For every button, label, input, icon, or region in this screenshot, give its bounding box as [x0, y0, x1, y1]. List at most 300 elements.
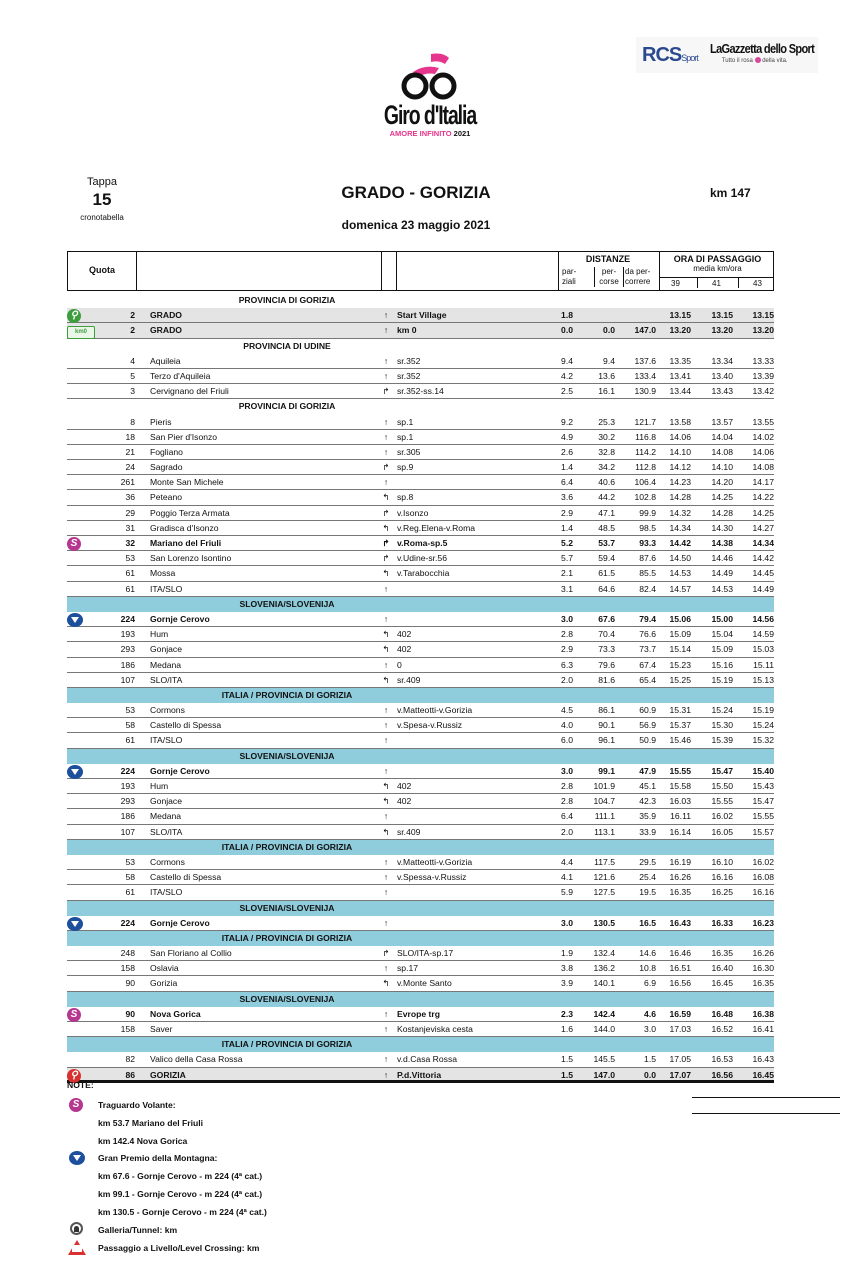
time-41kmh: 14.38	[711, 538, 733, 548]
distance-remaining: 116.8	[635, 431, 656, 442]
location-name: Valico della Casa Rossa	[150, 1054, 243, 1065]
location-name: Mariano del Friuli	[150, 538, 222, 548]
time-39kmh: 16.26	[669, 872, 691, 883]
partial-distance: 0.0	[561, 325, 573, 336]
location-name: Gorizia	[150, 978, 178, 989]
distance-remaining: 112.8	[635, 462, 656, 473]
distance-covered: 53.7	[598, 538, 615, 548]
direction-arrow-icon: ↑	[383, 583, 389, 594]
direction-arrow-icon: ↱	[382, 462, 390, 473]
time-43kmh: 16.30	[752, 963, 774, 974]
time-41kmh: 16.16	[711, 872, 733, 883]
location-name: Hum	[150, 781, 169, 791]
road-name: Evrope trg	[397, 1008, 440, 1019]
direction-arrow-icon: ↰	[382, 644, 390, 655]
note-traguardo-item: km 53.7 Mariano del Friuli	[98, 1118, 204, 1128]
distance-covered: 34.2	[598, 462, 615, 473]
direction-arrow-icon: ↱	[382, 538, 390, 548]
section-label: PROVINCIA DI GORIZIA	[238, 401, 336, 412]
altitude: 4	[130, 355, 135, 366]
stage-info	[72, 176, 132, 222]
partial-distance: 5.2	[561, 538, 573, 548]
table-row	[67, 1007, 774, 1022]
location-name: ITA/SLO	[150, 735, 183, 746]
timetable	[67, 251, 774, 1083]
altitude: 58	[125, 720, 135, 731]
distance-covered: 101.9	[593, 781, 615, 791]
partial-distance: 1.6	[561, 1024, 573, 1034]
distance-covered: 136.2	[593, 963, 615, 974]
location-name: Oslavia	[150, 963, 179, 974]
time-41kmh: 16.52	[711, 1024, 733, 1034]
altitude: 5	[130, 370, 135, 381]
location-name: GRADO	[150, 325, 182, 336]
distance-remaining: 85.5	[639, 568, 656, 579]
distance-covered: 96.1	[598, 735, 615, 746]
direction-arrow-icon: ↑	[383, 355, 389, 366]
altitude: 86	[125, 1069, 135, 1080]
signature-line-1	[692, 1097, 840, 1098]
direction-arrow-icon: ↱	[382, 948, 390, 959]
location-name: Peteano	[150, 492, 183, 503]
section-label: ITALIA / PROVINCIA DI GORIZIA	[221, 1039, 353, 1050]
distance-covered: 73.3	[598, 644, 615, 655]
time-43kmh: 15.40	[752, 765, 774, 776]
location-name: Mossa	[150, 568, 176, 579]
distance-covered: 142.4	[593, 1008, 615, 1019]
distance-remaining: 35.9	[639, 811, 656, 822]
distance-remaining: 3.0	[644, 1024, 656, 1034]
header-ora-passaggio: ORA DI PASSAGGIO	[673, 254, 762, 264]
time-43kmh: 15.03	[752, 644, 774, 655]
time-43kmh: 15.57	[752, 826, 774, 837]
table-row	[67, 916, 774, 931]
note-crossing: Passaggio a Livello/Level Crossing: km	[98, 1243, 260, 1253]
road-name: v.Isonzo	[397, 507, 429, 518]
table-row	[67, 490, 774, 505]
distance-remaining: 25.4	[639, 872, 656, 883]
time-39kmh: 16.03	[669, 796, 691, 807]
header-distanze: DISTANZE	[585, 254, 631, 264]
section-label: PROVINCIA DI UDINE	[243, 340, 331, 351]
altitude: 293	[120, 796, 135, 807]
time-43kmh: 15.55	[752, 811, 774, 822]
distance-remaining: 4.6	[644, 1008, 656, 1019]
table-row	[67, 1052, 774, 1067]
header-percorse: per- corse	[594, 267, 624, 287]
partial-distance: 6.4	[561, 477, 573, 488]
distance-remaining: 121.7	[634, 416, 656, 427]
location-name: Fogliano	[150, 446, 183, 457]
distance-covered: 144.0	[593, 1024, 615, 1034]
road-name: 0	[397, 659, 402, 670]
gazzetta-logo: LaGazzetta dello Sport Tutto il rosa della vita.	[709, 41, 814, 64]
location-name: Pieris	[150, 416, 172, 427]
time-43kmh: 16.43	[752, 1054, 774, 1065]
table-row	[67, 521, 774, 536]
road-name: sp.8	[397, 492, 414, 503]
road-name: v.Matteotti-v.Gorizia	[397, 705, 473, 716]
altitude: 158	[120, 963, 135, 974]
road-name: SLO/ITA-sp.17	[397, 948, 454, 959]
time-41kmh: 15.19	[711, 674, 733, 685]
road-name: 402	[397, 796, 412, 807]
section-label: SLOVENIA/SLOVENIJA	[239, 598, 335, 609]
finish-bike-icon: ⚲	[67, 1069, 81, 1083]
time-41kmh: 16.25	[711, 887, 733, 898]
time-41kmh: 14.04	[711, 431, 733, 442]
distance-covered: 61.5	[598, 568, 615, 579]
partial-distance: 3.0	[561, 613, 573, 624]
location-name: SLO/ITA	[150, 674, 183, 685]
partial-distance: 1.4	[561, 462, 573, 473]
section-header-row	[67, 931, 774, 946]
altitude: 29	[125, 507, 135, 518]
time-43kmh: 14.06	[752, 446, 774, 457]
table-row	[67, 323, 774, 338]
time-41kmh: 13.40	[711, 370, 733, 381]
altitude: 53	[125, 856, 135, 867]
partial-distance: 2.9	[561, 644, 573, 655]
time-39kmh: 14.10	[669, 446, 691, 457]
partial-distance: 3.0	[561, 917, 573, 928]
time-43kmh: 15.43	[752, 781, 774, 791]
direction-arrow-icon: ↰	[382, 781, 390, 791]
time-41kmh: 16.40	[711, 963, 733, 974]
time-43kmh: 16.23	[752, 917, 774, 928]
table-row	[67, 308, 774, 323]
time-41kmh: 15.00	[711, 613, 733, 624]
time-43kmh: 13.33	[752, 355, 774, 366]
distance-remaining: 42.3	[639, 796, 656, 807]
road-name: sp.9	[397, 462, 414, 473]
altitude: 61	[125, 735, 135, 746]
time-39kmh: 14.23	[669, 477, 691, 488]
direction-arrow-icon: ↰	[382, 568, 390, 579]
section-header-row	[67, 992, 774, 1007]
time-39kmh: 14.53	[669, 568, 691, 579]
time-41kmh: 15.39	[711, 735, 733, 746]
direction-arrow-icon: ↑	[383, 325, 389, 336]
time-39kmh: 15.09	[669, 629, 691, 640]
partial-distance: 1.4	[561, 522, 573, 533]
time-39kmh: 15.25	[669, 674, 691, 685]
direction-arrow-icon: ↑	[383, 887, 389, 898]
distance-covered: 13.6	[598, 370, 615, 381]
table-row	[67, 809, 774, 824]
distance-remaining: 87.6	[639, 553, 656, 564]
direction-arrow-icon: ↑	[383, 1008, 389, 1019]
location-name: Gonjace	[150, 644, 183, 655]
level-crossing-icon	[68, 1240, 86, 1255]
location-name: Cormons	[150, 705, 185, 716]
altitude: 53	[125, 553, 135, 564]
time-43kmh: 16.41	[752, 1024, 774, 1034]
distance-remaining: 67.4	[639, 659, 656, 670]
time-43kmh: 14.22	[752, 492, 774, 503]
road-name: sr.409	[397, 826, 421, 837]
time-39kmh: 14.06	[669, 431, 691, 442]
time-39kmh: 15.37	[669, 720, 691, 731]
table-row	[67, 718, 774, 733]
distance-remaining: 10.8	[639, 963, 656, 974]
road-name: km 0	[397, 325, 417, 336]
distance-covered: 16.1	[598, 386, 615, 397]
direction-arrow-icon: ↑	[383, 370, 389, 381]
road-name: 402	[397, 781, 412, 791]
road-name: v.Roma-sp.5	[397, 538, 448, 548]
note-gpm-item: km 99.1 - Gornje Cerovo - m 224 (4ª cat.)	[98, 1189, 263, 1199]
time-43kmh: 16.16	[752, 887, 774, 898]
time-41kmh: 15.55	[711, 796, 733, 807]
distance-covered: 47.1	[598, 507, 615, 518]
time-39kmh: 13.20	[669, 325, 691, 336]
time-43kmh: 16.38	[752, 1008, 774, 1019]
altitude: 158	[120, 1024, 135, 1034]
table-row	[67, 855, 774, 870]
table-row	[67, 658, 774, 673]
partial-distance: 2.5	[561, 386, 573, 397]
section-header-row	[67, 399, 774, 414]
time-43kmh: 16.45	[752, 1069, 774, 1080]
time-41kmh: 15.30	[711, 720, 733, 731]
distance-covered: 64.6	[598, 583, 615, 594]
distance-covered: 48.5	[598, 522, 615, 533]
altitude: 107	[120, 674, 135, 685]
time-41kmh: 13.15	[711, 310, 733, 321]
distance-remaining: 56.9	[639, 720, 656, 731]
location-name: San Pier d'Isonzo	[150, 431, 218, 442]
notes-title: NOTE:	[67, 1080, 94, 1090]
partial-distance: 4.0	[561, 720, 573, 731]
location-name: Nova Gorica	[150, 1008, 201, 1019]
table-row	[67, 582, 774, 597]
km0-icon: km0	[67, 326, 95, 339]
time-43kmh: 15.11	[753, 659, 774, 670]
distance-covered: 79.6	[598, 659, 615, 670]
distance-remaining: 133.4	[634, 370, 656, 381]
time-43kmh: 16.26	[752, 948, 774, 959]
location-name: Cervignano del Friuli	[150, 386, 229, 397]
time-39kmh: 14.28	[669, 492, 691, 503]
note-gpm-item: km 130.5 - Gornje Cerovo - m 224 (4ª cat.)	[98, 1207, 267, 1217]
header-media: media km/ora	[693, 264, 742, 273]
location-name: GORIZIA	[150, 1069, 186, 1080]
distance-remaining: 98.5	[639, 522, 656, 533]
time-43kmh: 16.35	[752, 978, 774, 989]
road-name: v.d.Casa Rossa	[397, 1054, 458, 1065]
stage-distance: km 147	[710, 186, 751, 200]
distance-remaining: 0.0	[644, 1069, 656, 1080]
table-row	[67, 733, 774, 748]
direction-arrow-icon: ↰	[382, 629, 390, 640]
note-traguardo-item: km 142.4 Nova Gorica	[98, 1136, 188, 1146]
table-row	[67, 627, 774, 642]
altitude: 31	[125, 522, 135, 533]
altitude: 2	[130, 310, 135, 321]
header-quota: Quota	[89, 265, 115, 275]
time-39kmh: 15.46	[669, 735, 691, 746]
altitude: 186	[120, 811, 135, 822]
distance-covered: 127.5	[593, 887, 615, 898]
time-41kmh: 16.02	[711, 811, 733, 822]
direction-arrow-icon: ↑	[383, 705, 389, 716]
distance-remaining: 99.9	[639, 507, 656, 518]
altitude: 21	[125, 446, 135, 457]
partial-distance: 5.9	[561, 887, 573, 898]
distance-remaining: 19.5	[639, 887, 656, 898]
time-43kmh: 16.02	[752, 856, 774, 867]
note-traguardo: Traguardo Volante:	[98, 1100, 176, 1110]
table-row	[67, 825, 774, 840]
location-name: ITA/SLO	[150, 583, 183, 594]
direction-arrow-icon: ↑	[383, 613, 389, 624]
time-39kmh: 15.06	[669, 613, 691, 624]
distance-covered: 147.0	[593, 1069, 615, 1080]
partial-distance: 9.4	[561, 355, 573, 366]
partial-distance: 6.0	[561, 735, 573, 746]
note-gpm-item: km 67.6 - Gornje Cerovo - m 224 (4ª cat.)	[98, 1171, 263, 1181]
section-label: ITALIA / PROVINCIA DI GORIZIA	[221, 689, 353, 700]
time-41kmh: 14.46	[711, 553, 733, 564]
time-39kmh: 15.55	[669, 765, 691, 776]
direction-arrow-icon: ↰	[382, 796, 390, 807]
direction-arrow-icon: ↑	[383, 720, 389, 731]
time-43kmh: 15.13	[752, 674, 774, 685]
road-name: sr.305	[397, 446, 421, 457]
table-row	[67, 764, 774, 779]
section-label: SLOVENIA/SLOVENIJA	[239, 902, 335, 913]
road-name: v.Matteotti-v.Gorizia	[397, 856, 473, 867]
direction-arrow-icon: ↑	[383, 416, 389, 427]
time-43kmh: 14.59	[752, 629, 774, 640]
table-row	[67, 642, 774, 657]
location-name: Medana	[150, 811, 182, 822]
time-43kmh: 15.24	[752, 720, 774, 731]
table-row	[67, 536, 774, 551]
table-row	[67, 1022, 774, 1037]
time-43kmh: 15.32	[752, 735, 774, 746]
location-name: Castello di Spessa	[150, 872, 222, 883]
location-name: Gornje Cerovo	[150, 765, 210, 776]
time-39kmh: 15.31	[669, 705, 691, 716]
sprint-icon: S	[67, 537, 81, 551]
table-row	[67, 794, 774, 809]
direction-arrow-icon: ↰	[382, 826, 390, 837]
stage-label: Tappa	[87, 176, 117, 188]
time-43kmh: 14.17	[752, 477, 774, 488]
stage-number: 15	[92, 190, 112, 209]
time-39kmh: 17.03	[669, 1024, 691, 1034]
table-row	[67, 976, 774, 991]
location-name: San Lorenzo Isontino	[150, 553, 232, 564]
road-name: Start Village	[397, 310, 447, 321]
time-41kmh: 16.10	[711, 856, 733, 867]
direction-arrow-icon: ↱	[382, 507, 390, 518]
direction-arrow-icon: ↑	[383, 659, 389, 670]
road-name: 402	[397, 629, 412, 640]
time-43kmh: 14.34	[752, 538, 774, 548]
time-43kmh: 13.15	[752, 310, 774, 321]
time-39kmh: 14.32	[669, 507, 691, 518]
road-name: 402	[397, 644, 412, 655]
distance-remaining: 102.8	[634, 492, 656, 503]
time-43kmh: 14.27	[752, 522, 774, 533]
rcs-sport-logo: RCSSport	[642, 43, 698, 66]
cyclist-logo-icon	[395, 50, 465, 102]
table-row	[67, 673, 774, 688]
time-41kmh: 16.05	[711, 826, 733, 837]
time-41kmh: 15.47	[711, 765, 733, 776]
giro-logo	[380, 50, 480, 140]
table-row	[67, 961, 774, 976]
partial-distance: 2.8	[561, 629, 573, 640]
road-name: sr.352-ss.14	[397, 386, 444, 397]
table-row	[67, 1068, 774, 1083]
distance-remaining: 60.9	[639, 705, 656, 716]
time-39kmh: 15.23	[669, 659, 691, 670]
table-row	[67, 475, 774, 490]
distance-covered: 121.6	[593, 872, 615, 883]
time-43kmh: 14.02	[752, 431, 774, 442]
sprint-icon: S	[67, 1008, 81, 1022]
distance-remaining: 79.4	[639, 613, 656, 624]
distance-covered: 81.6	[598, 674, 615, 685]
note-tunnel: Galleria/Tunnel: km	[98, 1225, 178, 1235]
table-row	[67, 460, 774, 475]
location-name: Monte San Michele	[150, 477, 224, 488]
time-41kmh: 16.56	[711, 1069, 733, 1080]
direction-arrow-icon: ↑	[383, 917, 389, 928]
header-parziali: par- ziali	[562, 267, 577, 286]
distance-covered: 130.5	[593, 917, 615, 928]
table-row	[67, 703, 774, 718]
time-43kmh: 14.08	[752, 462, 774, 473]
altitude: 61	[125, 887, 135, 898]
distance-remaining: 93.3	[639, 538, 656, 548]
time-39kmh: 17.05	[669, 1054, 691, 1065]
partial-distance: 6.4	[561, 811, 573, 822]
time-41kmh: 15.09	[711, 644, 733, 655]
distance-covered: 59.4	[598, 553, 615, 564]
distance-remaining: 137.6	[634, 355, 656, 366]
start-bike-icon: ⚲	[67, 309, 81, 323]
distance-covered: 132.4	[593, 948, 615, 959]
partial-distance: 2.8	[561, 796, 573, 807]
time-41kmh: 15.16	[711, 659, 733, 670]
direction-arrow-icon: ↑	[383, 856, 389, 867]
direction-arrow-icon: ↱	[382, 553, 390, 564]
partial-distance: 3.9	[561, 978, 573, 989]
time-39kmh: 16.46	[669, 948, 691, 959]
distance-covered: 90.1	[598, 720, 615, 731]
location-name: ITA/SLO	[150, 887, 183, 898]
table-row	[67, 551, 774, 566]
direction-arrow-icon: ↑	[383, 963, 389, 974]
time-41kmh: 15.04	[711, 629, 733, 640]
location-name: Poggio Terza Armata	[150, 507, 230, 518]
distance-covered: 0.0	[603, 325, 615, 336]
distance-remaining: 65.4	[639, 674, 656, 685]
section-label: ITALIA / PROVINCIA DI GORIZIA	[221, 841, 353, 852]
time-39kmh: 14.57	[669, 583, 691, 594]
location-name: Gradisca d'Isonzo	[150, 522, 219, 533]
altitude: 293	[120, 644, 135, 655]
location-name: San Floriano al Collio	[150, 948, 232, 959]
partial-distance: 1.9	[561, 948, 573, 959]
direction-arrow-icon: ↰	[382, 978, 390, 989]
section-header-row	[67, 339, 774, 354]
